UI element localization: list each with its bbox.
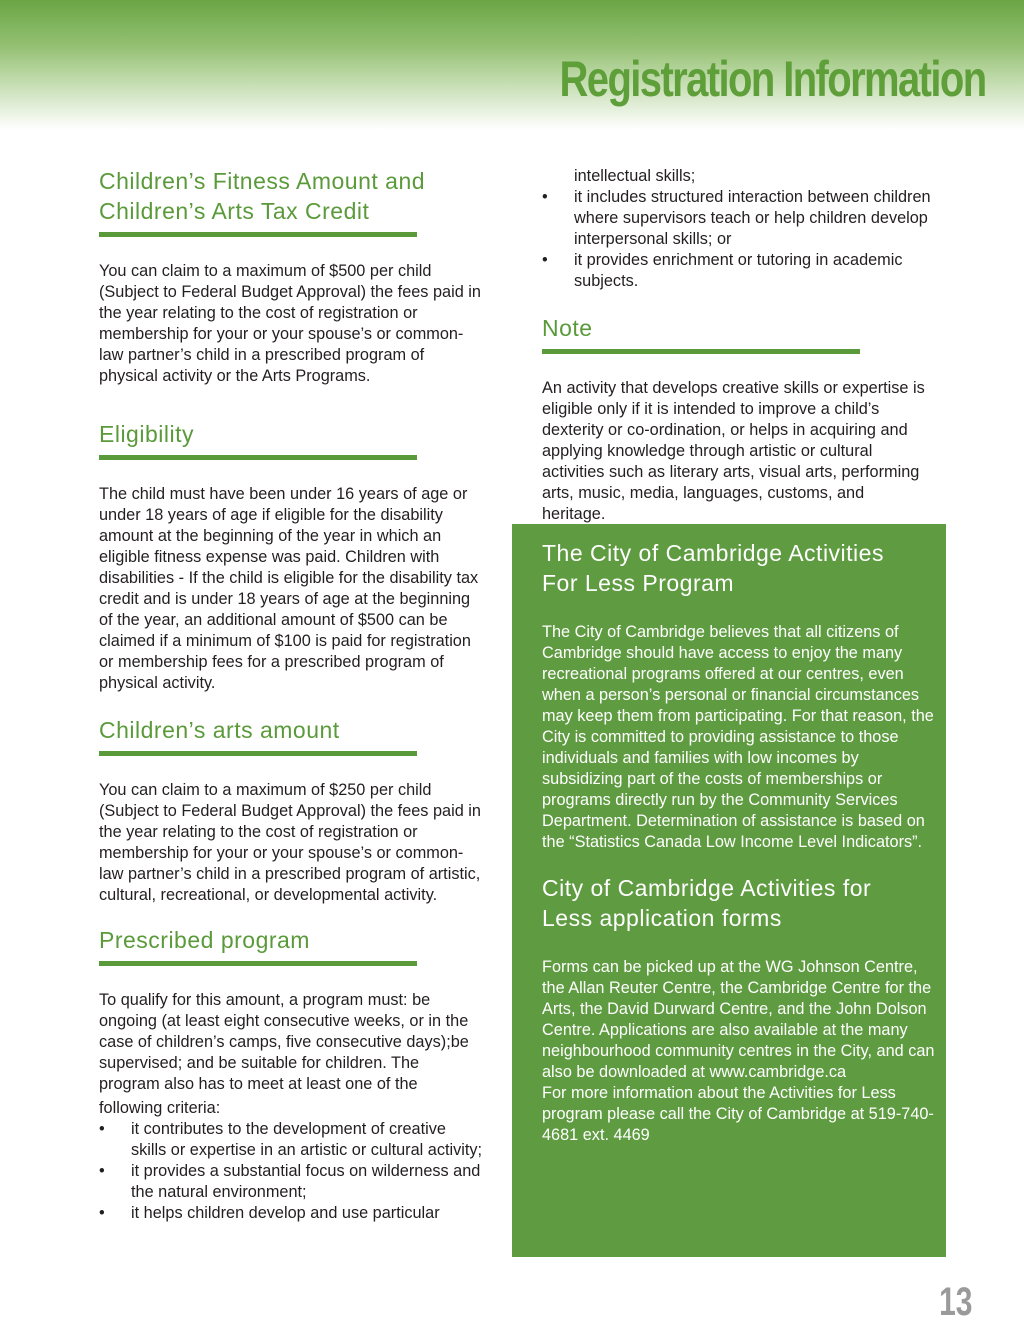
contact-info: For more information about the Activities for Less program please call the City of Cambridge at 519-740-4681 ext. 4469 <box>542 1084 934 1144</box>
bullet-icon: • <box>99 1120 105 1138</box>
bullet-icon: • <box>99 1162 105 1180</box>
list-item: • it contributes to the development of creative skills or expertise in an artistic or cultural activity; <box>99 1120 483 1159</box>
bullet-icon: • <box>542 188 548 206</box>
section-body: An activity that develops creative skills or expertise is eligible only if it is intended to improve a child’s dexterity or co-ordination, or helps in acquiring and applying knowledge through artistic or cultural activities such as literary arts, visual arts, performing arts, music, media, languages, customs, and heritage. <box>542 379 925 523</box>
section-note <box>542 313 932 525</box>
section-body: The child must have been under 16 years of age or under 18 years of age if eligible for the disability amount at the beginning of the year in which an eligible fitness expense was paid. Children with disabilities - If the child is eligible for the disability tax credit and is under 18 years of age at the beginning of the year, an additional amount of $500 can be claimed if a minimum of $100 is paid for registration or membership fees for a prescribed program of physical activity. <box>99 485 479 692</box>
section-fitness-amount <box>99 166 484 387</box>
page-number: 13 <box>938 1280 972 1324</box>
right-column <box>542 166 932 525</box>
section-body: The City of Cambridge believes that all citizens of Cambridge should have access to enjoy the many recreational programs offered at our centres, even when a person’s personal or financial circumstances may keep them from participating. For that reason, the City is committed to providing assistance to those individuals and families with low incomes by subsidizing part of the costs of memberships or programs directly run by the Community Services Department. Determination of assistance is based on the “Statistics Canada Low Income Level Indicators”. <box>542 623 934 851</box>
section-body: Forms can be picked up at the WG Johnson Centre, the Allan Reuter Centre, the Cambridge Centre for the Arts, the David Durward Centre, and the John Dolson Centre. Applications are also available at the many neighbourhood community centres in the City, and can also be downloaded at www.cambridge.ca <box>542 958 935 1081</box>
section-title: Note <box>542 315 593 341</box>
criteria-list-continued <box>542 187 932 292</box>
section-eligibility <box>99 419 484 694</box>
activities-for-less-box <box>512 524 946 1257</box>
section-title: Prescribed program <box>99 927 310 953</box>
section-divider <box>542 349 860 354</box>
section-title: Children’s Fitness Amount and Children’s Arts Tax Credit <box>99 168 426 224</box>
list-item: • it provides a substantial focus on wilderness and the natural environment; <box>99 1162 481 1201</box>
section-application-forms <box>542 873 937 1146</box>
section-divider <box>99 455 417 460</box>
section-title: The City of Cambridge Activities For Less Program <box>542 540 884 596</box>
section-title: Eligibility <box>99 421 194 447</box>
section-body-continued: following criteria: <box>99 1099 221 1117</box>
section-body: You can claim to a maximum of $500 per child (Subject to Federal Budget Approval) the fees paid in the year relating to the cost of registration or membership for your or your spouse’s or common-law partner’s child in a prescribed program of physical activity or the Arts Programs. <box>99 262 481 385</box>
section-title: City of Cambridge Activities for Less application forms <box>542 875 872 931</box>
criteria-list <box>99 1119 484 1224</box>
left-column <box>99 166 484 1224</box>
section-prescribed-program <box>99 925 484 1224</box>
list-item: • it provides enrichment or tutoring in academic subjects. <box>542 251 903 290</box>
section-divider <box>99 751 417 756</box>
list-item: • it helps children develop and use particular <box>99 1204 440 1222</box>
section-arts-amount <box>99 715 484 906</box>
section-body: You can claim to a maximum of $250 per child (Subject to Federal Budget Approval) the fees paid in the year relating to the cost of registration or membership for your or your spouse’s or common-law partner’s child in a prescribed program of artistic, cultural, recreational, or developmental activity. <box>99 781 481 904</box>
section-divider <box>99 232 417 237</box>
section-divider <box>99 961 417 966</box>
bullet-icon: • <box>99 1204 105 1222</box>
section-title: Children’s arts amount <box>99 717 340 743</box>
page-title: Registration Information <box>559 51 986 107</box>
section-activities-program <box>542 538 937 853</box>
list-item: • it includes structured interaction between children where supervisors teach or help children develop interpersonal skills; or <box>542 188 931 248</box>
bullet-icon: • <box>542 251 548 269</box>
list-continuation: intellectual skills; <box>574 167 696 185</box>
section-body: To qualify for this amount, a program must: be ongoing (at least eight consecutive weeks, or in the case of children’s camps, five consecutive days);be supervised; and be suitable for children. The program also has to meet at least one of the <box>99 991 469 1093</box>
box-content <box>542 538 937 1146</box>
